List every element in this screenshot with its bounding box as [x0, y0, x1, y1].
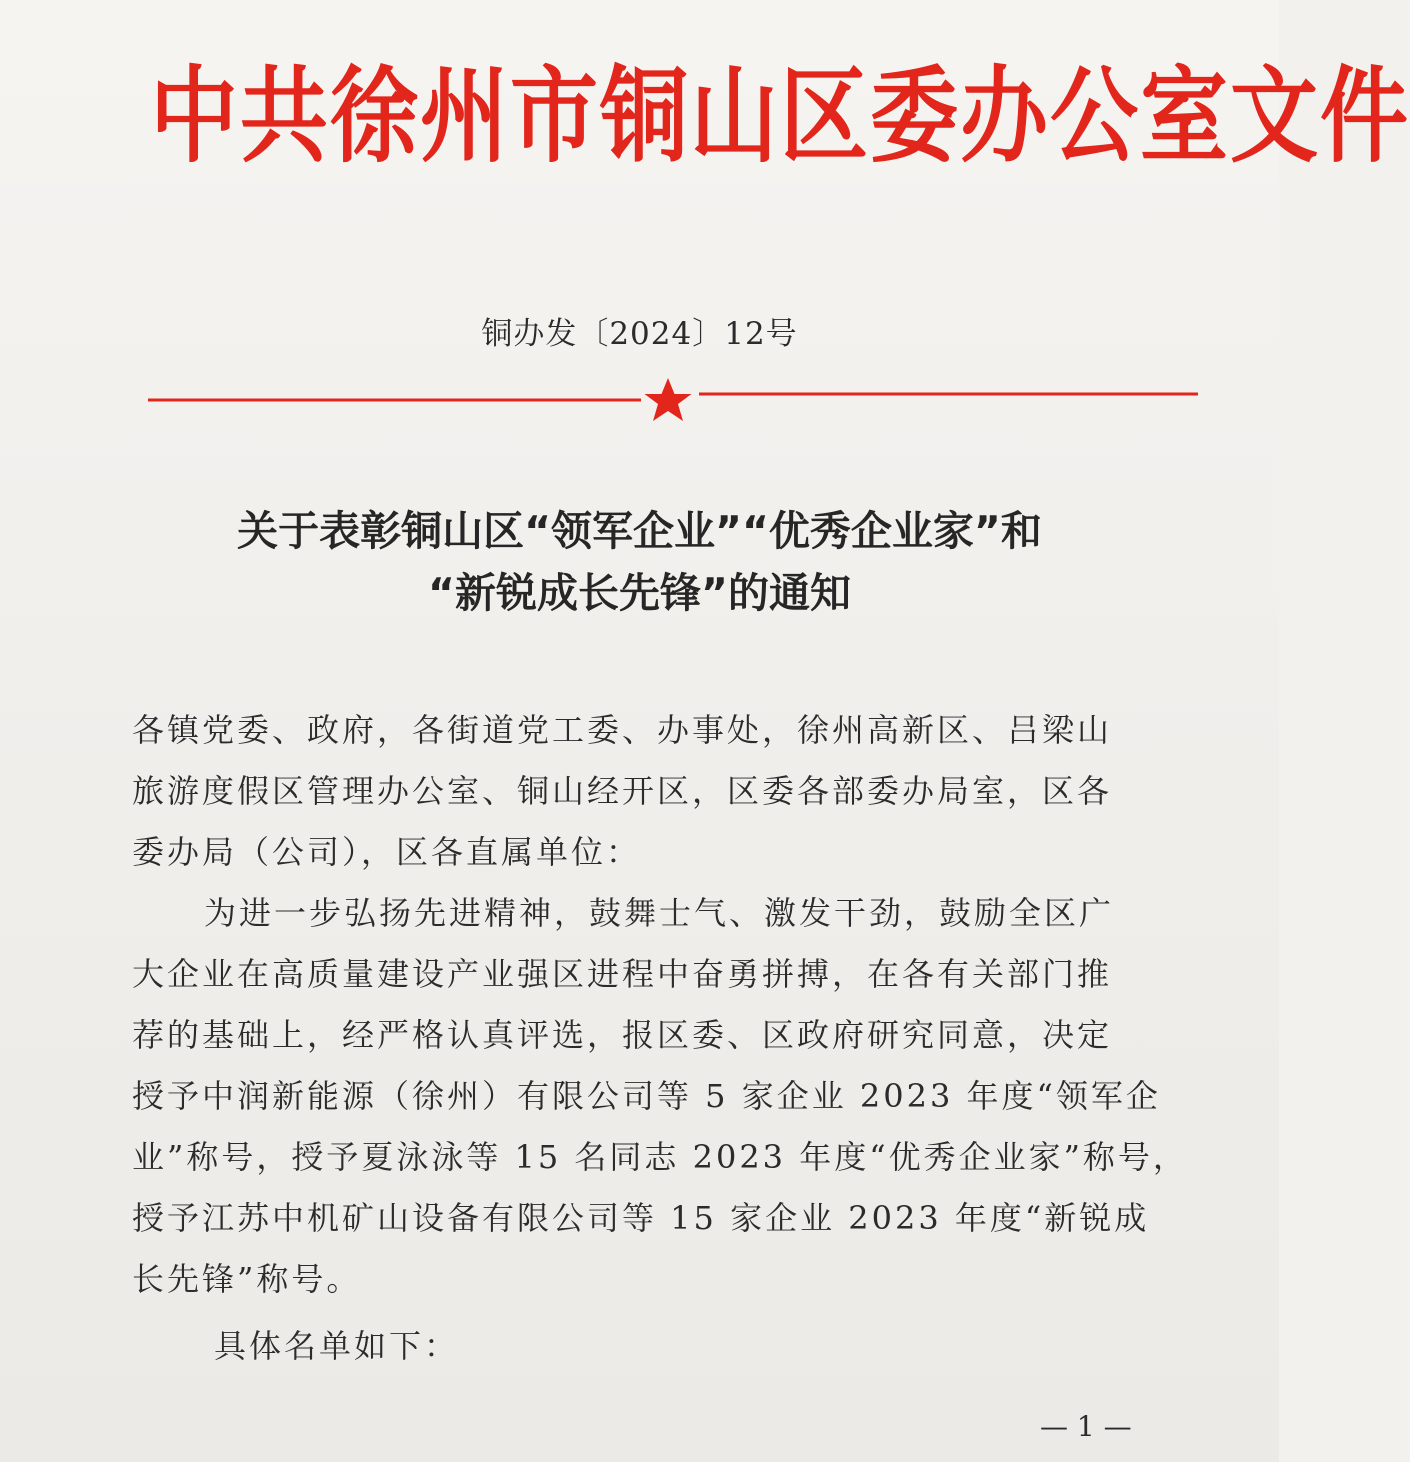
paragraph-line: 大企业在高质量建设产业强区进程中奋勇拼搏，在各有关部门推: [132, 955, 1113, 993]
red-divider: [148, 392, 1198, 428]
notice-body: [132, 700, 1188, 1377]
list-intro: 具体名单如下：: [214, 1327, 460, 1365]
notice-title: [0, 500, 1279, 624]
paragraph-line: 业”称号，授予夏泳泳等 15 名同志 2023 年度“优秀企业家”称号，: [132, 1138, 1188, 1176]
addressee-line: 各镇党委、政府，各街道党工委、办事处，徐州高新区、吕梁山: [132, 711, 1113, 749]
paragraph-line: 授予中润新能源（徐州）有限公司等 5 家企业 2023 年度“领军企: [132, 1077, 1161, 1115]
paragraph-line: 长先锋”称号。: [132, 1260, 362, 1298]
addressee-line: 旅游度假区管理办公室、铜山经开区，区委各部委办局室，区各: [132, 772, 1113, 810]
addressee-line: 委办局（公司），区各直属单位：: [132, 833, 642, 871]
page-number: — 1 —: [1040, 1410, 1132, 1443]
red-star-icon: [645, 378, 692, 421]
notice-title-line-1: 关于表彰铜山区“领军企业”“优秀企业家”和: [237, 507, 1042, 555]
paragraph-line: 为进一步弘扬先进精神，鼓舞士气、激发干劲，鼓励全区广: [204, 894, 1115, 932]
paragraph-line: 荐的基础上，经严格认真评选，报区委、区政府研究同意，决定: [132, 1016, 1113, 1054]
document-number: 铜办发〔2024〕12号: [481, 316, 798, 352]
paragraph-line: 授予江苏中机矿山设备有限公司等 15 家企业 2023 年度“新锐成: [132, 1199, 1150, 1237]
notice-title-line-2: “新锐成长先锋”的通知: [428, 569, 851, 617]
document-masthead: 中共徐州市铜山区委办公室文件: [150, 55, 1410, 177]
